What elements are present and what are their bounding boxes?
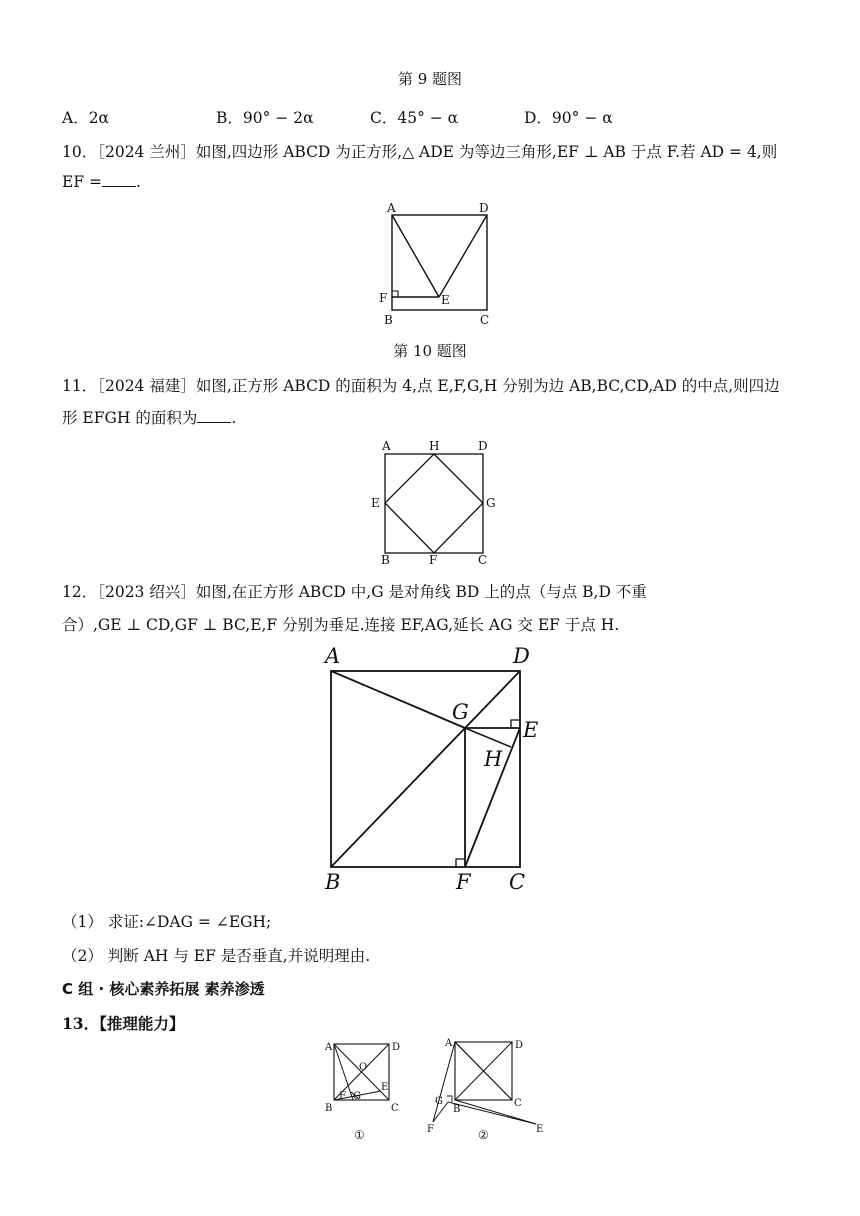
right-angle-mark bbox=[392, 291, 398, 297]
fig2-label-c: C bbox=[514, 1098, 522, 1109]
label-f: F bbox=[379, 291, 388, 305]
fig2-label-a: A bbox=[445, 1038, 453, 1049]
q10-answer-blank bbox=[102, 172, 136, 187]
fig2-label-d: D bbox=[515, 1040, 524, 1051]
figure-caption-q10: 第 10 题图 bbox=[393, 342, 467, 360]
segment-gh bbox=[465, 728, 511, 747]
question-10-text-cont bbox=[62, 172, 141, 191]
section-c-heading: C 组 · 核心素养拓展 素养渗透 bbox=[62, 980, 265, 998]
label-g: G bbox=[486, 496, 496, 510]
label-a: A bbox=[382, 439, 391, 453]
label-c: C bbox=[480, 313, 490, 327]
q10-answer-suffix: . bbox=[135, 173, 141, 191]
question-11-text-cont bbox=[62, 406, 236, 428]
segment-2d bbox=[455, 1100, 536, 1124]
q11-answer-blank bbox=[197, 408, 231, 423]
option-b: B．90° − 2α bbox=[216, 109, 314, 127]
label-f: F bbox=[429, 553, 438, 567]
option-a: A．2α bbox=[62, 109, 110, 127]
fig1-label-g: G bbox=[353, 1091, 361, 1102]
option-c: C．45° − α bbox=[370, 109, 459, 127]
question-11-text: 11．［2024 福建］如图,正方形 ABCD 的面积为 4,点 E,F,G,H 分别为边 AB,BC,CD,AD 的中点,则四边 bbox=[62, 377, 780, 395]
question-12-part-2: （2） 判断 AH 与 EF 是否垂直,并说明理由. bbox=[62, 947, 371, 965]
segment-ae bbox=[392, 215, 439, 297]
right-angle-mark-f bbox=[456, 859, 465, 867]
label-d: D bbox=[479, 201, 489, 215]
figure-q13-2 bbox=[427, 1038, 543, 1142]
fig1-label-b: B bbox=[325, 1103, 333, 1114]
q11-answer-suffix: . bbox=[231, 409, 237, 427]
right-angle-mark-e bbox=[511, 720, 520, 728]
label-h: H bbox=[429, 439, 440, 453]
figure-1-label: ① bbox=[354, 1128, 365, 1142]
label-b: B bbox=[384, 313, 393, 327]
question-13-title: 13．【推理能力】 bbox=[62, 1014, 185, 1033]
segment-de bbox=[439, 215, 487, 297]
question-12-text-cont: 合）,GE ⊥ CD,GF ⊥ BC,E,F 分别为垂足.连接 EF,AG,延长 AG 交 EF 于点 H. bbox=[62, 616, 620, 634]
label-c: C bbox=[509, 870, 526, 894]
fig1-label-a: A bbox=[325, 1042, 333, 1053]
option-d: D．90° − α bbox=[524, 109, 613, 127]
label-a: A bbox=[325, 644, 341, 668]
question-10-text: 10．［2024 兰州］如图,四边形 ABCD 为正方形,△ ADE 为等边三角形,EF ⊥ AB 于点 F.若 AD = 4,则 bbox=[62, 143, 778, 161]
label-h: H bbox=[484, 747, 503, 771]
fig1-label-f: F bbox=[339, 1091, 346, 1102]
label-e: E bbox=[441, 293, 450, 307]
label-b: B bbox=[381, 553, 390, 567]
q11-answer-prefix: 形 EFGH 的面积为 bbox=[62, 409, 198, 427]
segment-ag bbox=[331, 671, 465, 728]
figure-q12 bbox=[315, 640, 555, 896]
label-c: C bbox=[478, 553, 488, 567]
fig1-label-o: O bbox=[359, 1062, 368, 1073]
q10-answer-prefix: EF = bbox=[62, 173, 102, 191]
question-12-part-1: （1） 求证:∠DAG = ∠EGH; bbox=[62, 913, 272, 931]
segment-2a bbox=[433, 1042, 455, 1122]
label-b: B bbox=[325, 870, 341, 894]
label-e: E bbox=[371, 496, 380, 510]
label-a: A bbox=[387, 201, 396, 215]
question-12-text: 12．［2023 绍兴］如图,在正方形 ABCD 中,G 是对角线 BD 上的点（与点 B,D 不重 bbox=[62, 583, 647, 601]
fig2-label-b: B bbox=[453, 1104, 461, 1115]
figure-2-label: ② bbox=[478, 1128, 489, 1142]
label-g: G bbox=[452, 700, 469, 724]
fig1-label-d: D bbox=[392, 1042, 401, 1053]
square-abcd bbox=[385, 454, 483, 553]
label-e: E bbox=[523, 718, 539, 742]
figure-q13 bbox=[318, 1036, 558, 1146]
fig2-label-f: F bbox=[427, 1124, 434, 1135]
fig1-label-e: E bbox=[381, 1082, 389, 1093]
fig1-label-c: C bbox=[391, 1103, 399, 1114]
fig2-label-g: G bbox=[435, 1096, 443, 1107]
figure-q10 bbox=[370, 198, 500, 330]
label-f: F bbox=[456, 870, 471, 894]
quadrilateral-efgh bbox=[385, 454, 483, 553]
figure-caption-q9: 第 9 题图 bbox=[397, 70, 463, 88]
segment-2c bbox=[448, 1102, 536, 1124]
label-d: D bbox=[513, 644, 530, 668]
fig2-label-e: E bbox=[536, 1124, 544, 1135]
figure-q11 bbox=[368, 436, 500, 568]
label-d: D bbox=[478, 439, 488, 453]
right-angle-mark-2 bbox=[447, 1096, 452, 1102]
figure-q13-1 bbox=[324, 1042, 400, 1142]
